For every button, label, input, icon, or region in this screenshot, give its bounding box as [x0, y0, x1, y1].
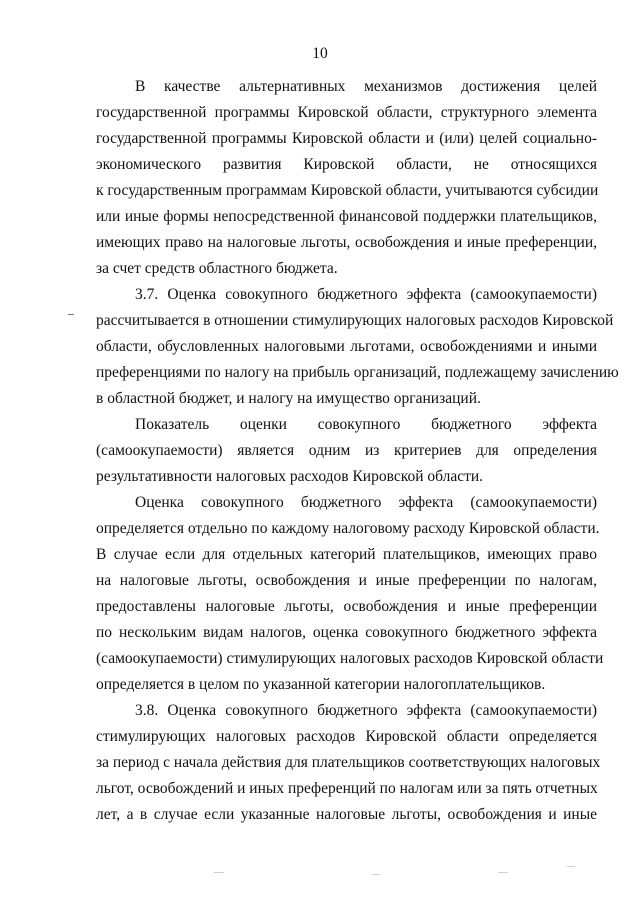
text-line: экономического развития Кировской области, не относящихся [96, 156, 597, 173]
text-line: рассчитывается в отношении стимулирующих налоговых расходов Кировской [96, 312, 614, 329]
text-line: В случае если для отдельных категорий плательщиков, имеющих право [96, 546, 597, 563]
scan-artifact [567, 866, 575, 867]
text-line: области, обусловленных налоговыми льготами, освобождениями и иными [96, 338, 597, 355]
text-line: в областной бюджет, и налогу на имущество организаций. [96, 390, 481, 407]
text-line: 3.8. Оценка совокупного бюджетного эффекта (самоокупаемости) [135, 702, 597, 719]
scan-artifact [214, 872, 224, 873]
text-line: за счет средств областного бюджета. [96, 260, 338, 277]
margin-mark [68, 314, 74, 315]
text-line: определяется в целом по указанной категории налогоплательщиков. [96, 676, 546, 693]
text-line: льгот, освобождений и иных преференций по налогам или за пять отчетных [96, 780, 598, 797]
text-line: определяется отдельно по каждому налоговому расходу Кировской области. [96, 520, 600, 537]
text-line: стимулирующих налоговых расходов Кировской области определяется [96, 728, 597, 745]
text-line: (самоокупаемости) стимулирующих налоговых расходов Кировской области [96, 650, 604, 667]
text-line: государственной программы Кировской области и (или) целей социально- [96, 130, 597, 147]
text-line: Оценка совокупного бюджетного эффекта (самоокупаемости) [135, 494, 597, 511]
text-line: к государственным программам Кировской области, учитываются субсидии [96, 182, 599, 199]
text-line: имеющих право на налоговые льготы, освобождения и иные преференции, [96, 234, 597, 251]
text-line: государственной программы Кировской области, структурного элемента [96, 104, 597, 121]
text-line: 3.7. Оценка совокупного бюджетного эффекта (самоокупаемости) [135, 286, 597, 303]
page-number: 10 [312, 45, 328, 62]
scan-artifact [372, 874, 380, 875]
text-line: Показатель оценки совокупного бюджетного эффекта [135, 416, 597, 433]
text-line: за период с начала действия для плательщиков соответствующих налоговых [96, 754, 601, 771]
text-line: результативности налоговых расходов Кировской области. [96, 468, 484, 485]
text-line: В качестве альтернативных механизмов достижения целей [135, 78, 597, 95]
scan-artifact [498, 872, 508, 873]
text-line: или иные формы непосредственной финансовой поддержки плательщиков, [96, 208, 597, 225]
text-line: (самоокупаемости) является одним из критериев для определения [96, 442, 597, 459]
text-line: лет, а в случае если указанные налоговые льготы, освобождения и иные [96, 806, 597, 823]
text-line: преференциями по налогу на прибыль организаций, подлежащему зачислению [96, 364, 619, 381]
text-line: на налоговые льготы, освобождения и иные преференции по налогам, [96, 572, 597, 589]
text-line: предоставлены налоговые льготы, освобождения и иные преференции [96, 598, 597, 615]
text-line: по нескольким видам налогов, оценка совокупного бюджетного эффекта [96, 624, 597, 641]
